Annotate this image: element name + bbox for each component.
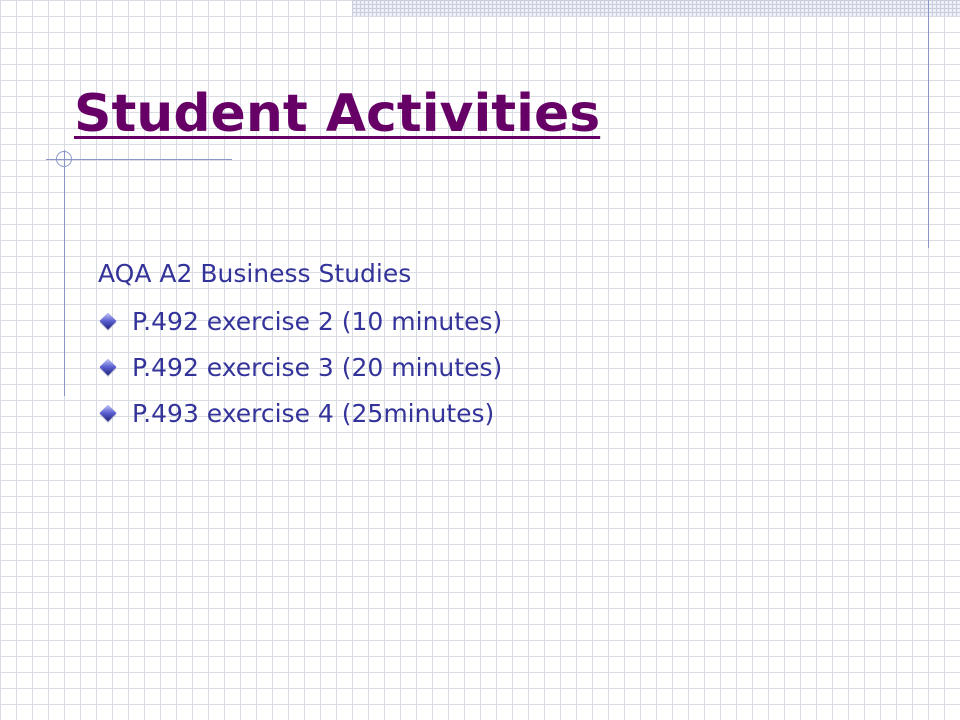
bullet-item <box>98 298 878 344</box>
left-vertical-rule <box>64 150 65 396</box>
title-horizontal-rule <box>46 159 232 160</box>
top-pattern-band <box>352 0 960 16</box>
diamond-bullet-icon <box>100 359 117 376</box>
diamond-bullet-icon <box>100 405 117 422</box>
bullet-text: P.492 exercise 3 (20 minutes) <box>132 352 503 382</box>
diamond-bullet-icon <box>100 313 117 330</box>
corner-circle-ornament <box>56 151 72 167</box>
bullet-item <box>98 344 878 390</box>
right-vertical-rule <box>928 0 929 248</box>
slide-content <box>98 252 878 436</box>
bullet-list <box>98 298 878 436</box>
bullet-text: P.492 exercise 2 (10 minutes) <box>132 306 503 336</box>
slide-title: Student Activities <box>74 84 601 144</box>
bullet-item <box>98 390 878 436</box>
slide-subtitle: AQA A2 Business Studies <box>98 259 412 288</box>
bullet-text: P.493 exercise 4 (25minutes) <box>132 398 495 428</box>
